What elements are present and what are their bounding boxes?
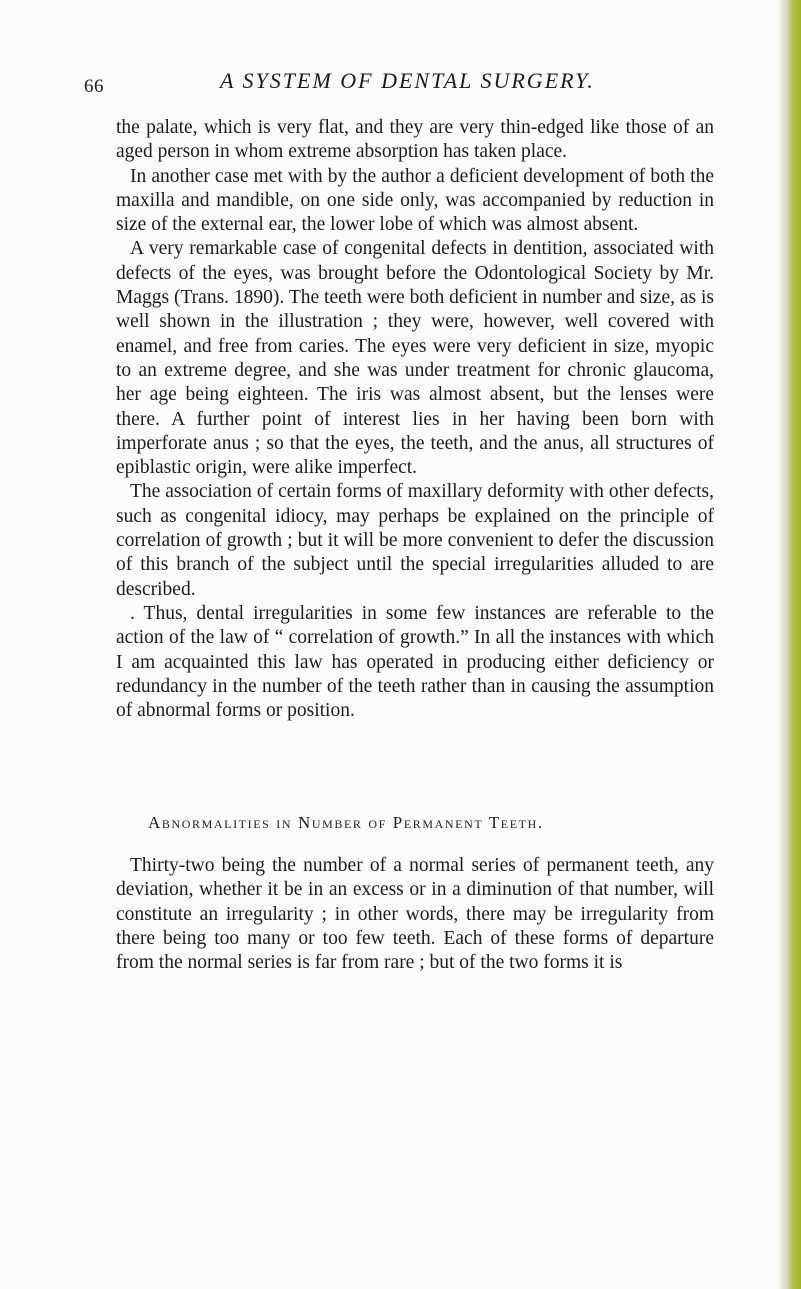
paragraph-thirty-two: Thirty-two being the number of a normal series of permanent teeth, any deviation, whether it be in an excess or in a diminution of that number, will constitute an irregularity ; in other words, there may be irregularity from there being too many or too few teeth. Each of these forms of departure from the normal series is far from rare ; but of the two forms it is bbox=[116, 855, 714, 974]
page-header bbox=[84, 60, 704, 100]
paragraph-deficient-development: In another case met with by the author a deficient development of both the maxilla and mandible, on one side only, was accompanied by reduction in size of the external ear, the lower lobe of which was almost absent. bbox=[116, 165, 714, 236]
paragraph-palate: the palate, which is very flat, and they are very thin-edged like those of an aged person in whom extreme absorption has taken place. bbox=[116, 117, 714, 163]
section-heading: Abnormalities in Number of Permanent Teeth. bbox=[148, 813, 544, 832]
body-text bbox=[116, 116, 714, 723]
paragraph-maxillary-deformity: The association of certain forms of maxillary deformity with other defects, such as congenital idiocy, may perhaps be explained on the principle of correlation of growth ; but it will be more convenient to defer the discussion of this branch of the subject until the special irregularities alluded to are described. bbox=[116, 481, 714, 600]
paragraph-congenital-defects: A very remarkable case of congenital defects in dentition, associated with defects of the eyes, was brought before the Odontological Society by Mr. Maggs (Trans. 1890). The teeth were both deficient in number and size, as is well shown in the illustration ; they were, however, well covered with enamel, and free from caries. The eyes were very deficient in size, myopic to an extreme degree, and she was under treatment for chronic glaucoma, her age being eighteen. The iris was almost absent, but the lenses were there. A further point of interest lies in her having been born with imperforate anus ; so that the eyes, the teeth, and the anus, all structures of epiblastic origin, were alike imperfect. bbox=[116, 238, 714, 479]
page-edge-strip bbox=[779, 0, 801, 1289]
section-body bbox=[116, 854, 714, 975]
page-number: 66 bbox=[84, 76, 104, 97]
running-title: A SYSTEM OF DENTAL SURGERY. bbox=[220, 68, 595, 93]
paragraph-correlation-of-growth: . Thus, dental irregularities in some few instances are referable to the action of the law of “ correlation of growth.” In all the instances with which I am acquainted this law has operated in producing either deficiency or redundancy in the number of the teeth rather than in causing the assumption of abnormal forms or position. bbox=[116, 602, 714, 722]
